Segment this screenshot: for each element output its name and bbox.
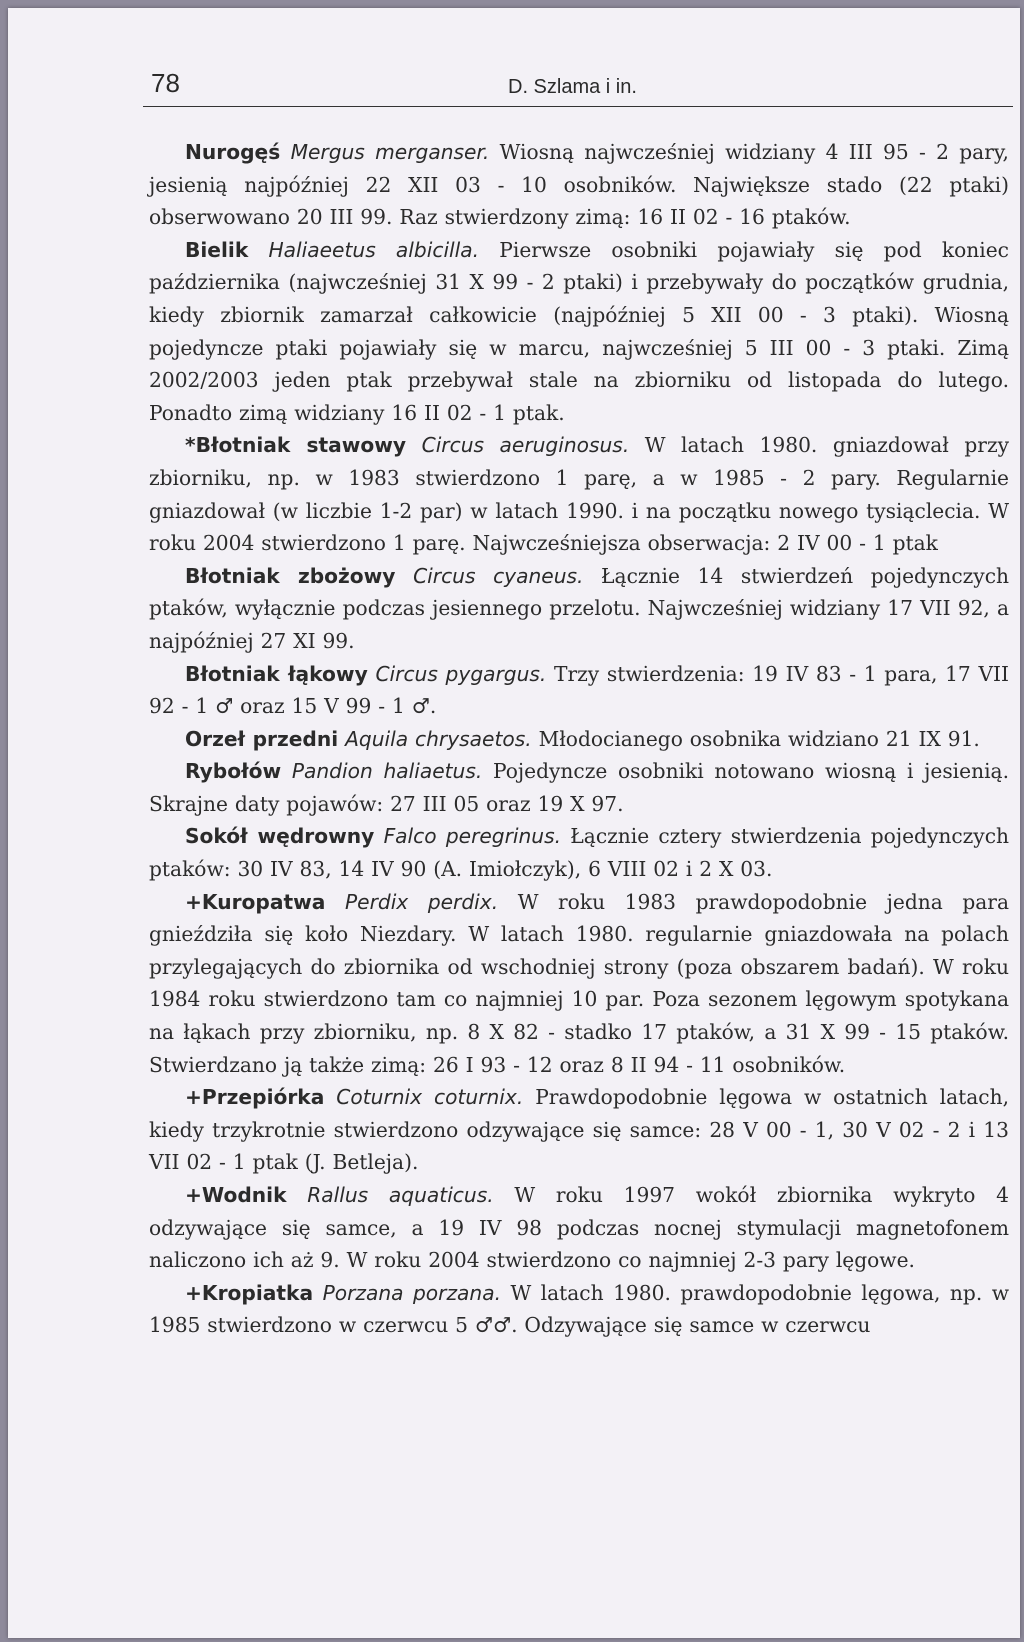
latin-name: Rallus aquaticus.: [307, 1183, 494, 1207]
latin-name: Perdix perdix.: [344, 889, 499, 914]
species-entry: [149, 820, 1009, 885]
species-entry: +Kropiatka Porzana porzana. W latach 1980. prawdopodobnie lęgowa, np. w 1985 stwierdzono w czerwcu 5 ♂♂. Odzywające się samce w czerwcu: [149, 1280, 1009, 1338]
latin-name: Haliaeetus albicilla.: [268, 237, 480, 262]
page-number: 78: [151, 68, 180, 98]
latin-name: Falco peregrinus.: [383, 824, 562, 849]
latin-name: Coturnix coturnix.: [336, 1085, 524, 1110]
species-name: Sokół wędrowny: [185, 824, 375, 849]
page: [8, 8, 1020, 1638]
species-entry: +Wodnik Rallus aquaticus. W roku 1997 wokół zbiornika wykryto 4 odzywające się samce, a 19 IV 98 podczas nocnej stymulacji magnetofonem naliczono ich aż 9. W roku 2004 stwierdzono co najmniej 2-3 pary lęgowe.: [149, 1183, 1009, 1273]
species-name: Błotniak stawowy: [195, 433, 407, 458]
species-name: Orzeł przedni: [185, 726, 339, 751]
species-name: Błotniak zbożowy: [185, 563, 396, 588]
species-name: Przepiórka: [201, 1085, 325, 1110]
entry-text: Pojedyncze osobniki notowano wiosną i jesienią. Skrajne daty pojawów: 27 III 05 oraz 19 X 97.: [149, 759, 1009, 816]
latin-name: Porzana porzana.: [322, 1280, 501, 1305]
species-entry: [149, 723, 1009, 756]
latin-name: Mergus merganser.: [290, 140, 490, 164]
species-entry: [149, 234, 1009, 430]
species-name: Kropiatka: [201, 1280, 314, 1305]
species-name: Wodnik: [201, 1183, 287, 1207]
page-header: [143, 66, 1013, 107]
body-text: [149, 136, 1009, 1342]
species-entry: [149, 658, 1009, 723]
entry-text: Łącznie cztery stwierdzenia pojedynczych ptaków: 30 IV 83, 14 IV 90 (A. Imiołczyk), 6 VIII 02 i 2 X 03.: [149, 824, 1010, 882]
entry-text: Trzy stwierdzenia: 19 IV 83 - 1 para, 17 VII 92 - 1 ♂ oraz 15 V 99 - 1 ♂.: [149, 661, 1009, 719]
entry-text: W latach 1980. gniazdował przy zbiorniku, np. w 1983 stwierdzono 1 parę, a w 1985 - 2 pary. Regularnie gniazdował (w liczbie 1-2 par) w latach 1990. i na początku nowego tysiąclecia. W roku 2004 stwierdzono 1 parę. Najwcześniejsza obserwacja: 2 IV 00 - 1 ptak: [149, 433, 1009, 556]
entry-text: Młodocianego osobnika widziano 21 IX 91.: [531, 726, 980, 751]
species-name: Rybołów: [185, 759, 282, 784]
entry-text: Łącznie 14 stwierdzeń pojedynczych ptaków, wyłącznie podczas jesiennego przelotu. Najwcześniej widziany 17 VII 92, a najpóźniej 27 XI 99.: [149, 563, 1010, 653]
species-name: Bielik: [185, 237, 249, 262]
latin-name: Aquila chrysaetos.: [345, 726, 532, 751]
latin-name: Circus cyaneus.: [413, 563, 584, 588]
latin-name: Circus pygargus.: [375, 661, 547, 686]
entry-text: Prawdopodobnie lęgowa w ostatnich latach, kiedy trzykrotnie stwierdzono odzywające się samce: 28 V 00 - 1, 30 V 02 - 2 i 13 VII 02 - 1 ptak (J. Betleja).: [149, 1085, 1010, 1175]
running-head: D. Szlama i in.: [508, 76, 637, 98]
species-entry: *Błotniak stawowy Circus aeruginosus. W latach 1980. gniazdował przy zbiorniku, np. w 1983 stwierdzono 1 parę, a w 1985 - 2 pary. Regularnie gniazdował (w liczbie 1-2 par) w latach 1990. i na początku nowego tysiąclecia. W roku 2004 stwierdzono 1 parę. Najwcześniejsza obserwacja: 2 IV 00 - 1 ptak: [149, 433, 1009, 556]
species-entry: [149, 560, 1009, 658]
species-entry: +Kuropatwa Perdix perdix. W roku 1983 prawdopodobnie jedna para gnieździła się koło Niezdary. W latach 1980. regularnie gniazdowała na polach przylegających do zbiornika od wschodniej strony (poza obszarem badań). W roku 1984 roku stwierdzono tam co najmniej 10 par. Poza sezonem lęgowym spotykana na łąkach przy zbiorniku, np. 8 X 82 - stadko 17 ptaków, a 31 X 99 - 15 ptaków. Stwierdzano ją także zimą: 26 I 93 - 12 oraz 8 II 94 - 11 osobników.: [149, 889, 1009, 1077]
species-entry: [149, 136, 1009, 234]
entry-text: Wiosną najwcześniej widziany 4 III 95 - 2 pary, jesienią najpóźniej 22 XII 03 - 10 osobników. Największe stado (22 ptaki) obserwowano 20 III 99. Raz stwierdzony zimą: 16 II 02 - 16 ptaków.: [149, 140, 1009, 230]
entry-text: Pierwsze osobniki pojawiały się pod koniec października (najwcześniej 31 X 99 - 2 ptaki) i przebywały do początków grudnia, kiedy zbiornik zamarzał całkowicie (najpóźniej 5 XII 00 - 3 ptaki). Wiosną pojedyncze ptaki pojawiały się w marcu, najwcześniej 5 III 00 - 3 ptaki. Zimą 2002/2003 jeden ptak przebywał stale na zbiorniku od listopada do lutego. Ponadto zimą widziany 16 II 02 - 1 ptak.: [149, 237, 1009, 425]
entry-text: W roku 1997 wokół zbiornika wykryto 4 odzywające się samce, a 19 IV 98 podczas nocnej stymulacji magnetofonem naliczono ich aż 9. W roku 2004 stwierdzono co najmniej 2-3 pary lęgowe.: [149, 1183, 1009, 1273]
species-entry: +Przepiórka Coturnix coturnix. Prawdopodobnie lęgowa w ostatnich latach, kiedy trzykrotnie stwierdzono odzywające się samce: 28 V 00 - 1, 30 V 02 - 2 i 13 VII 02 - 1 ptak (J. Betleja).: [149, 1085, 1010, 1175]
entry-text: W roku 1983 prawdopodobnie jedna para gnieździła się koło Niezdary. W latach 1980. regularnie gniazdowała na polach przylegających do zbiornika od wschodniej strony (poza obszarem badań). W roku 1984 roku stwierdzono tam co najmniej 10 par. Poza sezonem lęgowym spotykana na łąkach przy zbiorniku, np. 8 X 82 - stadko 17 ptaków, a 31 X 99 - 15 ptaków. Stwierdzano ją także zimą: 26 I 93 - 12 oraz 8 II 94 - 11 osobników.: [149, 889, 1009, 1077]
species-name: Błotniak łąkowy: [185, 661, 368, 686]
species-entry: [149, 755, 1009, 820]
latin-name: Circus aeruginosus.: [421, 433, 630, 458]
entry-text: W latach 1980. prawdopodobnie lęgowa, np. w 1985 stwierdzono w czerwcu 5 ♂♂. Odzywające się samce w czerwcu: [149, 1280, 1009, 1338]
latin-name: Pandion haliaetus.: [291, 759, 483, 784]
species-name: Kuropatwa: [201, 889, 326, 914]
species-name: Nurogęś: [185, 140, 281, 164]
